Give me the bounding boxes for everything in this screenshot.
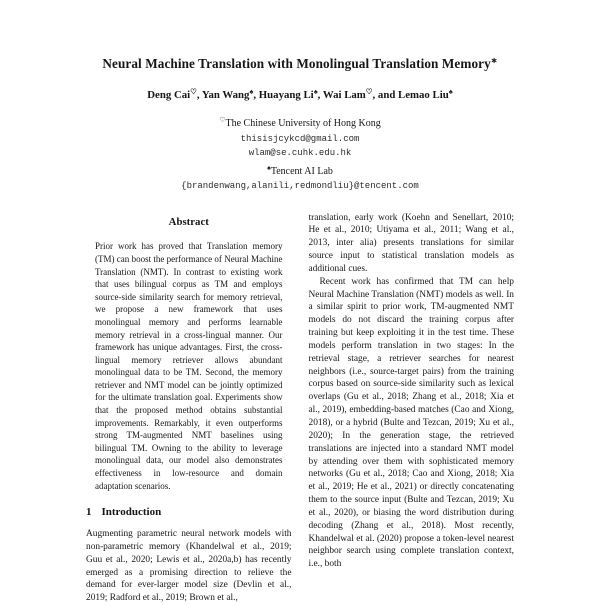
- author-name: Huayang Li: [259, 89, 314, 101]
- right-column: [309, 212, 515, 605]
- author-separator: , and: [373, 89, 399, 101]
- left-column: [86, 212, 292, 605]
- author-separator: ,: [197, 89, 202, 101]
- affiliations-block: [0, 113, 600, 194]
- title-footnote-mark: ∗: [491, 56, 498, 65]
- affiliation-mark: ♠: [267, 164, 271, 172]
- author-name: Lemao Liu: [398, 89, 449, 101]
- right-column-continuation-paragraph: translation, early work (Koehn and Senellart, 2010; He et al., 2010; Utiyama et al., 2011; Wang et al., 2013, inter alia) presents translations for similar source input to statistical translation models as additional cues.: [309, 212, 515, 276]
- author-1: [147, 89, 202, 101]
- author-2: [202, 89, 259, 101]
- paper-header: [0, 56, 600, 194]
- abstract-heading: Abstract: [86, 216, 292, 229]
- paper-title-text: Neural Machine Translation with Monolingual Translation Memory: [102, 56, 490, 71]
- affiliation-text: Tencent AI Lab: [271, 166, 333, 177]
- author-5: [398, 89, 453, 101]
- authors-line: [0, 87, 600, 101]
- email-line-1: thisisjcykcd@gmail.com: [0, 132, 600, 147]
- email-line-2: wlam@se.cuhk.edu.hk: [0, 146, 600, 161]
- paper-title: [0, 56, 600, 72]
- affiliation-line-tencent: [0, 161, 600, 180]
- right-column-paragraph-2: Recent work has confirmed that TM can help Neural Machine Translation (NMT) models as well. In a similar spirit to prior work, TM-augmented NMT models do not discard the training corpus after training but keep exploiting it in the test time. These models perform translation in two stages: In the retrieval stage, a retriever searches for nearest neighbors (i.e., source-target pairs) from the training corpus based on source-side similarity such as lexical overlaps (Gu et al., 2018; Zhang et al., 2018; Xia et al., 2019), embedding-based matches (Cao and Xiong, 2018), or a hybrid (Bulte and Tezcan, 2019; Xu et al., 2020); In the generation stage, the retrieved translations are injected into a standard NMT model by attending over them with sophisticated memory networks (Gu et al., 2018; Cao and Xiong, 2018; Xia et al., 2019; He et al., 2021) or directly concatenating them to the source input (Bulte and Tezcan, 2019; Xu et al., 2020), or biasing the word distribution during decoding (Zhang et al., 2018). Most recently, Khandelwal et al. (2020) propose a token-level nearest neighbor search using complete translation context, i.e., both: [309, 276, 515, 571]
- author-affiliation-mark: ♡: [190, 87, 197, 96]
- author-4: [323, 89, 398, 101]
- author-affiliation-mark: ♠: [314, 87, 318, 96]
- author-name: Deng Cai: [147, 89, 190, 101]
- introduction-paragraph: Augmenting parametric neural network models with non-parametric memory (Khandelwal et al., 2019; Guu et al., 2020; Lewis et al., 2020a,b) has recently emerged as a promising direction to relieve the demand for ever-larger model size (Devlin et al., 2019; Radford et al., 2019; Brown et al.,: [86, 528, 292, 605]
- two-column-body: [86, 212, 514, 605]
- author-name: Yan Wang: [202, 89, 250, 101]
- author-separator: ,: [318, 89, 323, 101]
- affiliation-line-cuhk: [0, 113, 600, 132]
- section-title: Introduction: [102, 506, 162, 518]
- author-3: [259, 89, 323, 101]
- section-number: 1: [86, 506, 92, 518]
- author-affiliation-mark: ♠: [249, 87, 253, 96]
- author-name: Wai Lam: [323, 89, 366, 101]
- author-separator: ,: [253, 89, 258, 101]
- section-heading-introduction: [86, 506, 292, 519]
- affiliation-mark: ♡: [219, 116, 225, 124]
- email-line-3: {brandenwang,alanili,redmondliu}@tencent.com: [0, 179, 600, 194]
- affiliation-text: The Chinese University of Hong Kong: [226, 118, 381, 129]
- author-affiliation-mark: ♠: [449, 87, 453, 96]
- abstract-text: Prior work has proved that Translation memory (TM) can boost the performance of Neural Machine Translation (NMT). In contrast to existing work that uses bilingual corpus as TM and employs source-side similarity search for memory retrieval, we propose a new framework that uses monolingual memory and performs learnable memory retrieval in a cross-lingual manner. Our framework has unique advantages. First, the cross-lingual memory retriever allows abundant monolingual data to be TM. Second, the memory retriever and NMT model can be jointly optimized for the ultimate translation goal. Experiments show that the proposed method obtains substantial improvements. Remarkably, it even outperforms strong TM-augmented NMT baselines using bilingual TM. Owning to the ability to leverage monolingual data, our model also demonstrates effectiveness in low-resource and domain adaptation scenarios.: [95, 240, 283, 492]
- author-affiliation-mark: ♡: [366, 87, 373, 96]
